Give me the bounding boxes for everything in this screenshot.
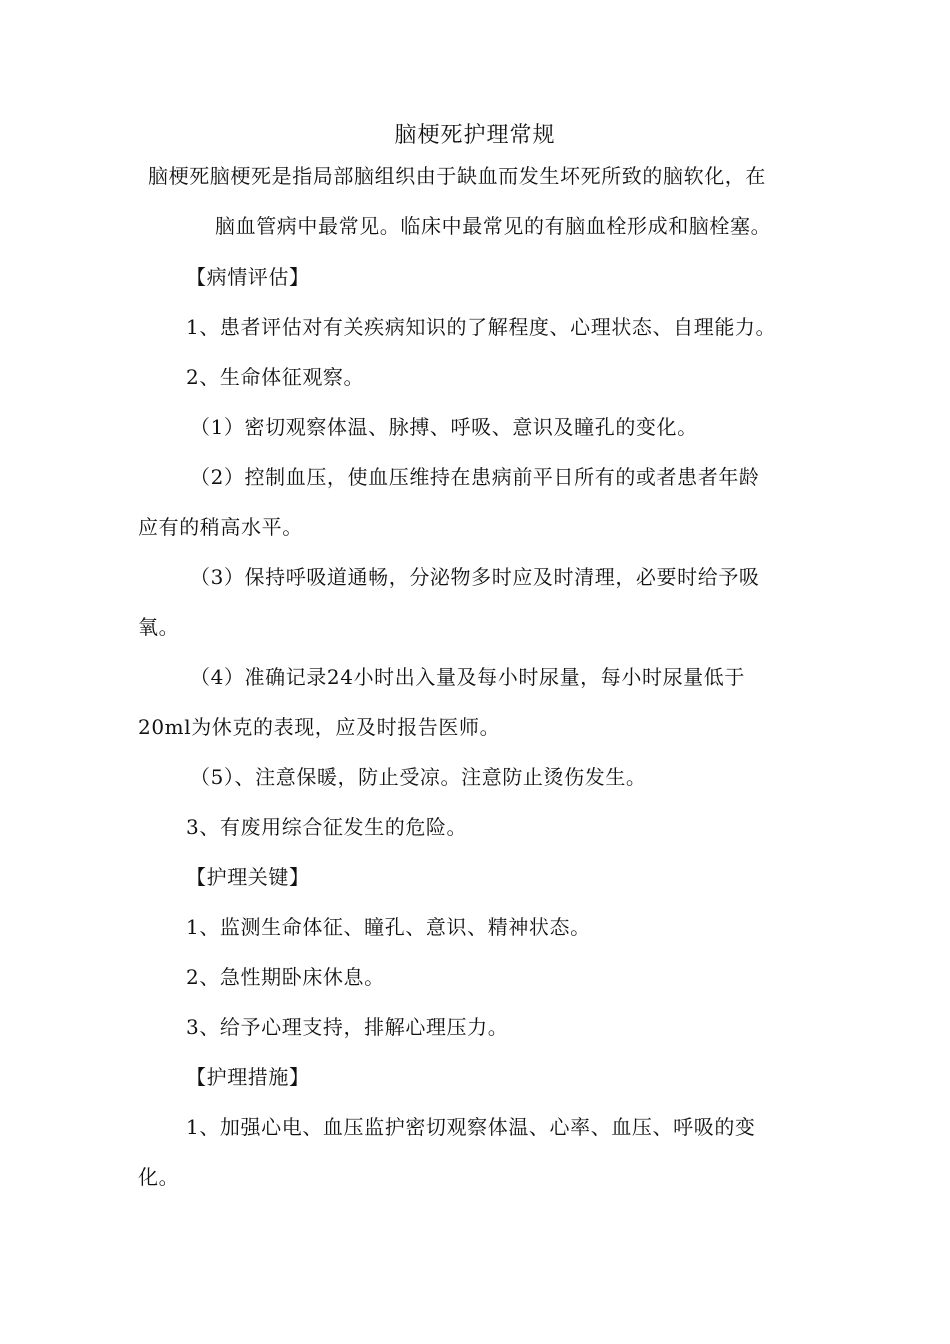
paragraph-line: 1、加强心电、血压监护密切观察体温、心率、血压、呼吸的变 xyxy=(186,1115,756,1139)
document-title: 脑梗死护理常规 xyxy=(394,123,556,148)
paragraph-line: （2）控制血压，使血压维持在患病前平日所有的或者患者年龄 xyxy=(190,465,760,489)
paragraph-line: 2、生命体征观察。 xyxy=(186,365,365,389)
section-heading-measures: 【护理措施】 xyxy=(186,1065,310,1089)
paragraph-line: （3）保持呼吸道通畅，分泌物多时应及时清理，必要时给予吸 xyxy=(190,565,760,589)
paragraph-line: 1、监测生命体征、瞳孔、意识、精神状态。 xyxy=(186,915,591,939)
paragraph-line: 20ml为休克的表现，应及时报告医师。 xyxy=(138,715,501,739)
section-heading-key-points: 【护理关键】 xyxy=(186,865,310,889)
paragraph-line: 氧。 xyxy=(138,615,180,639)
paragraph-line: 应有的稍高水平。 xyxy=(138,515,303,539)
paragraph-line: 2、急性期卧床休息。 xyxy=(186,965,385,989)
paragraph-line: （5）、注意保暖，防止受凉。注意防止烫伤发生。 xyxy=(190,765,647,789)
section-heading-assessment: 【病情评估】 xyxy=(186,265,310,289)
paragraph-line: 1、患者评估对有关疾病知识的了解程度、心理状态、自理能力。 xyxy=(186,315,777,339)
intro-line-1: 脑梗死脑梗死是指局部脑组织由于缺血而发生坏死所致的脑软化，在 xyxy=(148,164,766,188)
paragraph-line: （4）准确记录24小时出入量及每小时尿量，每小时尿量低于 xyxy=(190,665,745,689)
paragraph-line: 化。 xyxy=(138,1165,180,1189)
paragraph-line: （1）密切观察体温、脉搏、呼吸、意识及瞳孔的变化。 xyxy=(190,415,698,439)
paragraph-line: 3、有废用综合征发生的危险。 xyxy=(186,815,468,839)
paragraph-line: 3、给予心理支持，排解心理压力。 xyxy=(186,1015,509,1039)
intro-line-2: 脑血管病中最常见。临床中最常见的有脑血栓形成和脑栓塞。 xyxy=(215,214,772,238)
